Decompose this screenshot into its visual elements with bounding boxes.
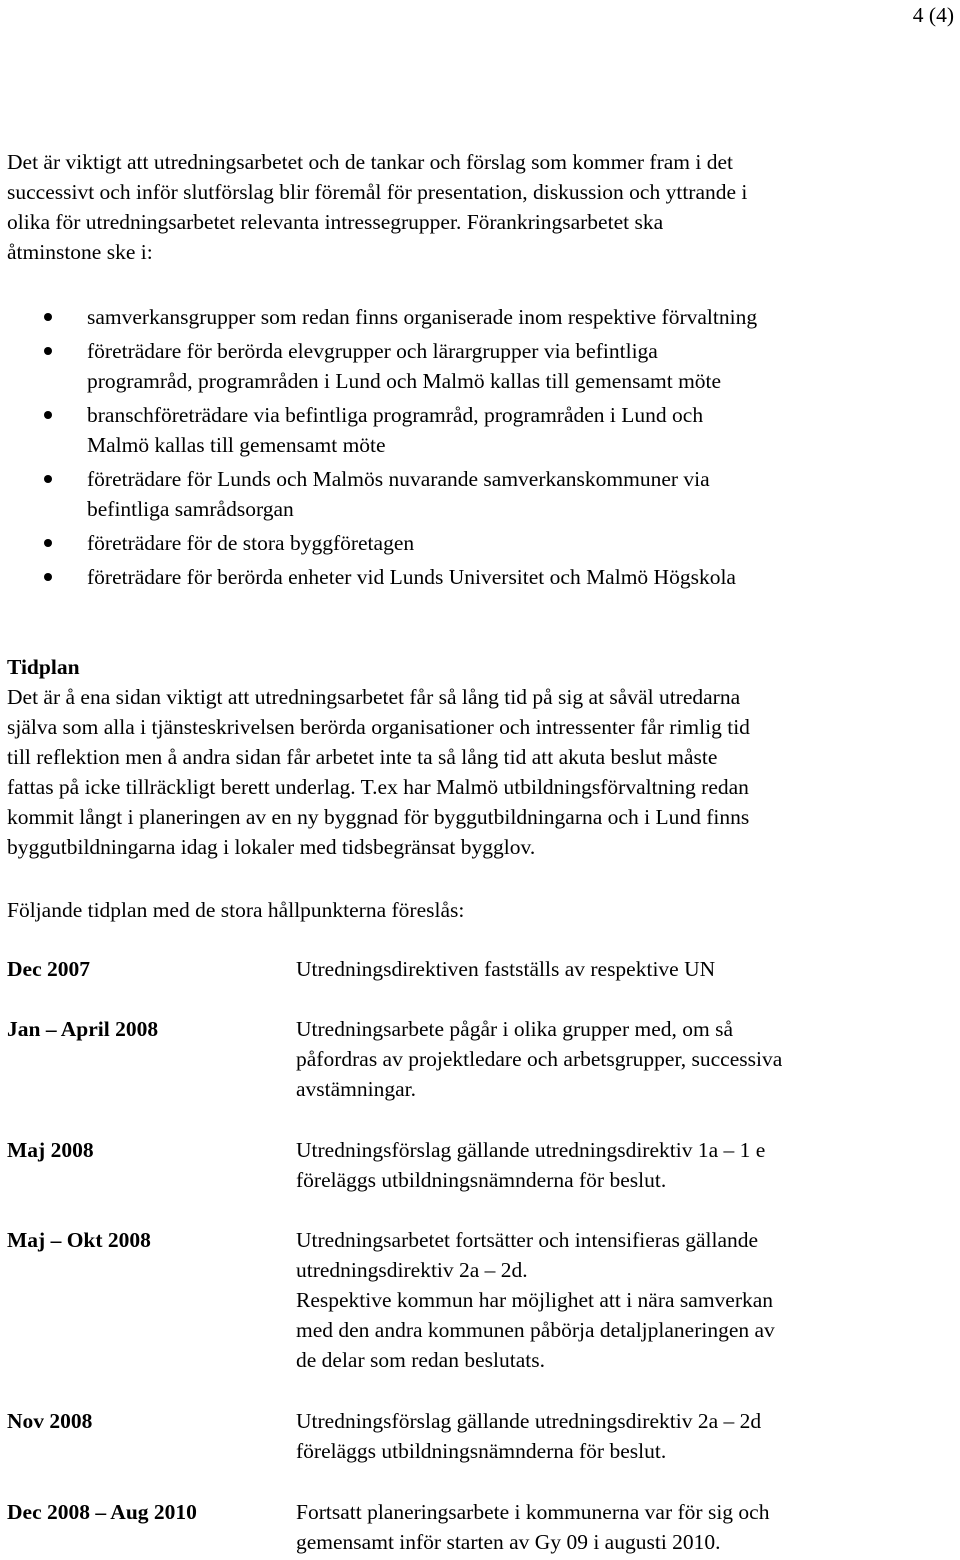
list-item-text: företrädare för Lunds och Malmös nuvarande samverkanskommuner via (87, 467, 710, 491)
list-item (0, 528, 950, 558)
intro-line: Det är viktigt att utredningsarbetet och de tankar och förslag som kommer fram i det (7, 150, 733, 174)
description-line: föreläggs utbildningsnämnderna för beslut. (296, 1168, 667, 1192)
schedule-description (296, 1135, 896, 1195)
schedule-date: Nov 2008 (7, 1409, 93, 1433)
description-line: Utredningsdirektiven fastställs av respektive UN (296, 957, 716, 981)
description-line: avstämningar. (296, 1077, 417, 1101)
bullet-icon (44, 573, 52, 581)
intro-line: åtminstone ske i: (7, 240, 153, 264)
list-item (0, 400, 950, 460)
tidplan-paragraph (7, 682, 907, 862)
schedule-date: Dec 2008 – Aug 2010 (7, 1500, 197, 1524)
description-line: Fortsatt planeringsarbete i kommunerna var för sig och (296, 1500, 770, 1524)
list-item-text: befintliga samrådsorgan (87, 497, 294, 521)
paragraph-line: Det är å ena sidan viktigt att utredningsarbetet får så lång tid på sig at såväl utredarna (7, 685, 741, 709)
list-item-text: Malmö kallas till gemensamt möte (87, 433, 386, 457)
schedule-description (296, 1406, 896, 1466)
schedule-intro: Följande tidplan med de stora hållpunkterna föreslås: (7, 898, 465, 922)
list-item (0, 302, 950, 332)
description-line: med den andra kommunen påbörja detaljplaneringen av (296, 1318, 775, 1342)
description-line: de delar som redan beslutats. (296, 1348, 545, 1372)
list-item-text: företrädare för berörda elevgrupper och lärargrupper via befintliga (87, 339, 658, 363)
schedule-date: Jan – April 2008 (7, 1017, 159, 1041)
list-item (0, 464, 950, 524)
list-item (0, 336, 950, 396)
schedule-description (296, 1014, 896, 1104)
intro-line: successivt och inför slutförslag blir föremål för presentation, diskussion och yttrande i (7, 180, 748, 204)
paragraph-line: byggutbildningarna idag i lokaler med tidsbegränsat bygglov. (7, 835, 536, 859)
description-line: utredningsdirektiv 2a – 2d. (296, 1258, 528, 1282)
list-item-text: företrädare för de stora byggföretagen (87, 531, 415, 555)
description-line: Utredningsförslag gällande utredningsdirektiv 2a – 2d (296, 1409, 762, 1433)
bullet-icon (44, 411, 52, 419)
page-number: 4 (4) (912, 3, 954, 27)
bullet-icon (44, 539, 52, 547)
description-line: föreläggs utbildningsnämnderna för beslut. (296, 1439, 667, 1463)
stakeholder-list (0, 302, 950, 596)
list-item-text: företrädare för berörda enheter vid Lunds Universitet och Malmö Högskola (87, 565, 736, 589)
description-line: påfordras av projektledare och arbetsgrupper, successiva (296, 1047, 783, 1071)
schedule-date: Maj 2008 (7, 1138, 94, 1162)
list-item-text: programråd, programråden i Lund och Malmö kallas till gemensamt möte (87, 369, 722, 393)
section-heading: Tidplan (7, 655, 80, 679)
intro-line: olika för utredningsarbetet relevanta intressegrupper. Förankringsarbetet ska (7, 210, 664, 234)
description-line: gemensamt inför starten av Gy 09 i augusti 2010. (296, 1530, 721, 1554)
bullet-icon (44, 313, 52, 321)
description-line: Utredningsarbete pågår i olika grupper med, om så (296, 1017, 734, 1041)
bullet-icon (44, 475, 52, 483)
paragraph-line: till reflektion men å andra sidan får arbetet inte ta så lång tid att akuta beslut måste (7, 745, 718, 769)
schedule-date: Dec 2007 (7, 957, 90, 981)
list-item-text: samverkansgrupper som redan finns organiserade inom respektive förvaltning (87, 305, 758, 329)
schedule-description (296, 954, 896, 984)
list-item (0, 562, 950, 592)
list-item-text: branschföreträdare via befintliga programråd, programråden i Lund och (87, 403, 704, 427)
schedule-date: Maj – Okt 2008 (7, 1228, 151, 1252)
description-line: Utredningsförslag gällande utredningsdirektiv 1a – 1 e (296, 1138, 766, 1162)
bullet-icon (44, 347, 52, 355)
description-line: Utredningsarbetet fortsätter och intensifieras gällande (296, 1228, 759, 1252)
paragraph-line: kommit långt i planeringen av en ny byggnad för byggutbildningarna och i Lund finns (7, 805, 750, 829)
schedule-description (296, 1225, 896, 1375)
intro-paragraph (7, 147, 907, 267)
paragraph-line: fattas på icke tillräckligt berett underlag. T.ex har Malmö utbildningsförvaltning redan (7, 775, 749, 799)
description-line: Respektive kommun har möjlighet att i nära samverkan (296, 1288, 774, 1312)
paragraph-line: själva som alla i tjänsteskrivelsen berörda organisationer och intressenter får rimlig tid (7, 715, 750, 739)
schedule-description (296, 1497, 896, 1557)
